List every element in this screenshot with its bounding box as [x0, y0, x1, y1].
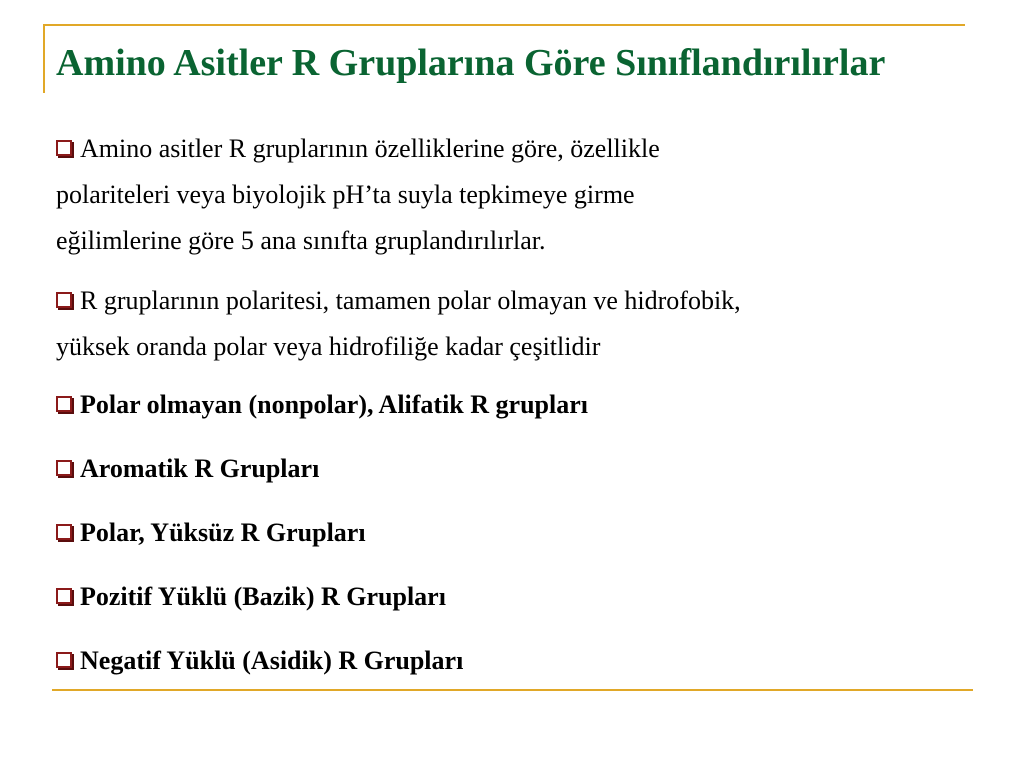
square-bullet-icon	[56, 140, 72, 156]
square-bullet-icon	[56, 652, 72, 668]
bullet-item-polarity	[56, 278, 986, 370]
bullet-item-polar-uncharged	[56, 510, 986, 556]
bullet-item-classification	[56, 126, 986, 264]
bullet-list	[56, 126, 986, 702]
title-frame-left-rule	[43, 24, 45, 93]
bullet-text: Aromatik R Grupları	[80, 454, 320, 483]
bullet-line: polariteleri veya biyolojik pH’ta suyla tepkimeye girme	[56, 180, 635, 209]
bullet-line: R gruplarının polaritesi, tamamen polar olmayan ve hidrofobik,	[80, 286, 741, 315]
bullet-line: yüksek oranda polar veya hidrofiliğe kadar çeşitlidir	[56, 332, 601, 361]
bullet-item-positive-basic	[56, 574, 986, 620]
bullet-text: Negatif Yüklü (Asidik) R Grupları	[80, 646, 464, 675]
bullet-item-negative-acidic	[56, 638, 986, 684]
square-bullet-icon	[56, 588, 72, 604]
bullet-line: Amino asitler R gruplarının özelliklerine göre, özellikle	[80, 134, 660, 163]
bullet-line: eğilimlerine göre 5 ana sınıfta gruplandırılırlar.	[56, 226, 546, 255]
title-frame-top-rule	[43, 24, 965, 26]
bullet-item-nonpolar-aliphatic	[56, 382, 986, 428]
bullet-item-aromatic	[56, 446, 986, 492]
bullet-text: Pozitif Yüklü (Bazik) R Grupları	[80, 582, 446, 611]
square-bullet-icon	[56, 396, 72, 412]
square-bullet-icon	[56, 292, 72, 308]
square-bullet-icon	[56, 524, 72, 540]
bullet-text: Polar, Yüksüz R Grupları	[80, 518, 366, 547]
bullet-text: Polar olmayan (nonpolar), Alifatik R grupları	[80, 390, 588, 419]
slide-title: Amino Asitler R Gruplarına Göre Sınıflandırılırlar	[56, 42, 886, 84]
square-bullet-icon	[56, 460, 72, 476]
bottom-rule	[52, 689, 973, 691]
